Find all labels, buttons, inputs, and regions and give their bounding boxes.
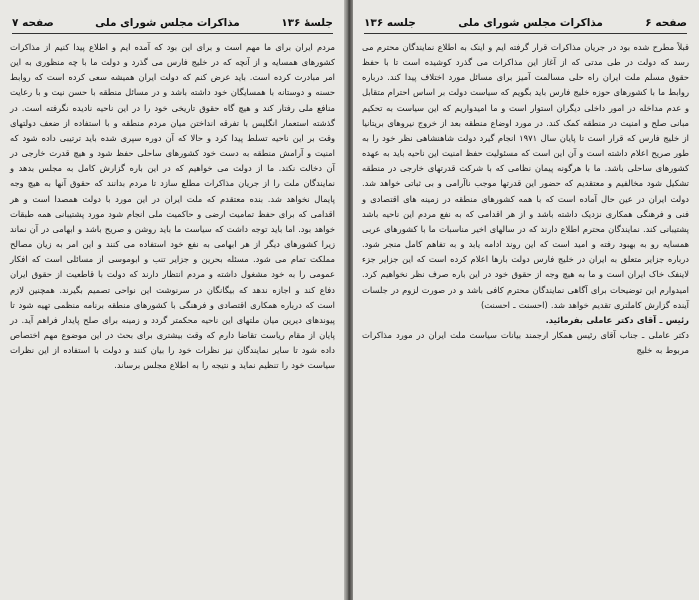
- speaker-line-president: رئیس ـ آقای دکتر عاملی بفرمائید.: [545, 314, 689, 325]
- right-session-number: جلسه ۱۳۶: [364, 17, 416, 29]
- right-page: [352, 0, 699, 600]
- left-paragraph: مردم ایران برای ما مهم است و برای این بود که آمده ایم و اطلاع پیدا کنیم از مذاکرات کشورهای همسایه و از آنچه که در خلیج فارس می گذرد و دولت ما با چه منظوری به این امر مبادرت کرده است. باید عرض کنم که دولت ایران همیشه سعی کرده است که روابط حسنه و دوستانه با همسایگان خود داشته باشد و در مسائل منطقه با حسن نیت و با رعایت منافع ملی رفتار کند و هیچ گاه حقوق تاریخی خود را در این ناحیه نادیده نگرفته است. در گذشته استعمار انگلیس با تفرقه انداختن میان مردم منطقه و با استفاده از ضعف دولتهای وقت بر این ناحیه تسلط پیدا کرد و حالا که آن دوره سپری شده باید ترتیبی داده شود که امنیت و آرامش منطقه به دست خود کشورهای ساحلی حفظ شود و هیچ قدرت خارجی در آن دخالت نکند. ما از دولت می خواهیم که در این باره گزارش کامل به مجلس بدهد و نمایندگان ملت را از جریان مذاکرات مطلع سازد تا مردم بدانند که حقوق آنها به هیچ وجه پایمال نخواهد شد. بنده معتقدم که ملت ایران در این مورد با دولت همصدا است و هر اقدامی که برای حفظ تمامیت ارضی و حاکمیت ملی انجام شود مورد پشتیبانی همه طبقات خواهد بود. اما باید توجه داشت که سیاست ما باید روشن و صریح باشد و ابهامی در آن نماند زیرا کشورهای دیگر از هر ابهامی به نفع خود استفاده می کنند و این امر به زیان مصالح مملکت تمام می شود. مسئله بحرین و جزایر تنب و ابوموسی از مسائلی است که افکار عمومی را به خود مشغول داشته و مردم انتظار دارند که دولت با قاطعیت از حقوق ایران دفاع کند و اجازه ندهد که بیگانگان در سرنوشت این نواحی تصمیم بگیرند. همچنین لازم است که درباره همکاری اقتصادی و فرهنگی با کشورهای منطقه برنامه منظمی تهیه شود تا پیوندهای دیرین میان ملتهای این ناحیه محکمتر گردد و زمینه برای صلح پایدار فراهم آید. در پایان از مقام ریاست تقاضا دارم که وقت بیشتری برای بحث در این موضوع مهم اختصاص داده شود تا سایر نمایندگان نیز نظرات خود را بیان کنند و دولت با استفاده از این نظرات سیاست خود را تنظیم نماید و نتیجه را به اطلاع مجلس برساند.: [10, 42, 335, 371]
- left-page-header: [12, 14, 333, 32]
- right-paragraph: قبلاً مطرح شده بود در جریان مذاکرات قرار گرفته ایم و اینک به اطلاع نمایندگان محترم می رسد که دولت در طی مدتی که از آغاز این مذاکرات می گذرد کوشیده است تا با حفظ حقوق مسلم ملت ایران راه حلی مسالمت آمیز برای مسائل مورد اختلاف پیدا کند. درباره روابط ما با کشورهای حوزه خلیج فارس باید بگویم که سیاست دولت بر اساس احترام متقابل و عدم مداخله در امور داخلی دیگران استوار است و ما امیدواریم که این سیاست به تحکیم مبانی صلح و امنیت در منطقه کمک کند. در مورد اوضاع منطقه بعد از خروج نیروهای بریتانیا از خلیج فارس که قرار است تا پایان سال ۱۹۷۱ انجام گیرد دولت شاهنشاهی نظر خود را به طور صریح اعلام داشته است و آن این است که مسئولیت حفظ امنیت این ناحیه باید به عهده کشورهای ساحلی باشد. ما با هرگونه پیمان نظامی که با شرکت قدرتهای خارجی در منطقه تشکیل شود مخالفیم و معتقدیم که حضور این قدرتها موجب ناآرامی و بی ثباتی خواهد شد. دولت ایران در عین حال آماده است که با همه کشورهای منطقه در زمینه های اقتصادی و فنی و فرهنگی همکاری نزدیک داشته باشد و از هر اقدامی که به نفع مردم این ناحیه باشد پشتیبانی کند. نمایندگان محترم اطلاع دارند که در سالهای اخیر مناسبات ما با کشورهای عربی همسایه رو به بهبود رفته و امید است که این روند ادامه یابد و به تفاهم کامل منجر شود. درباره جزایر متعلق به ایران در خلیج فارس دولت بارها اعلام کرده است که این جزایر جزء لاینفک خاک ایران است و ما به هیچ وجه از حقوق خود در این باره صرف نظر نخواهیم کرد. امیدوارم این توضیحات برای آگاهی نمایندگان محترم کافی باشد و در صورت لزوم در جلسات آینده گزارش کاملتری تقدیم خواهد شد. (احسنت ـ احسنت): [362, 42, 689, 310]
- left-page: [0, 0, 345, 600]
- right-page-text: [362, 40, 689, 594]
- right-header-rule: [364, 33, 687, 34]
- right-page-header: [364, 14, 687, 32]
- right-page-title: مذاکرات مجلس شورای ملی: [458, 17, 603, 29]
- speaker-line-ameli: دکتر عاملی ـ جناب آقای رئیس همکار ارجمند بیانات سیاست ملت ایران در مورد مذاکرات مربوط به خلیج: [362, 329, 689, 356]
- left-page-title: مذاکرات مجلس شورای ملی: [95, 17, 240, 29]
- left-page-text: [10, 40, 335, 594]
- left-session-number: جلسهٔ ۱۳۶: [281, 17, 333, 29]
- left-page-number: صفحه ۷: [12, 17, 54, 29]
- right-page-number: صفحه ۶: [645, 17, 687, 29]
- left-header-rule: [12, 33, 333, 34]
